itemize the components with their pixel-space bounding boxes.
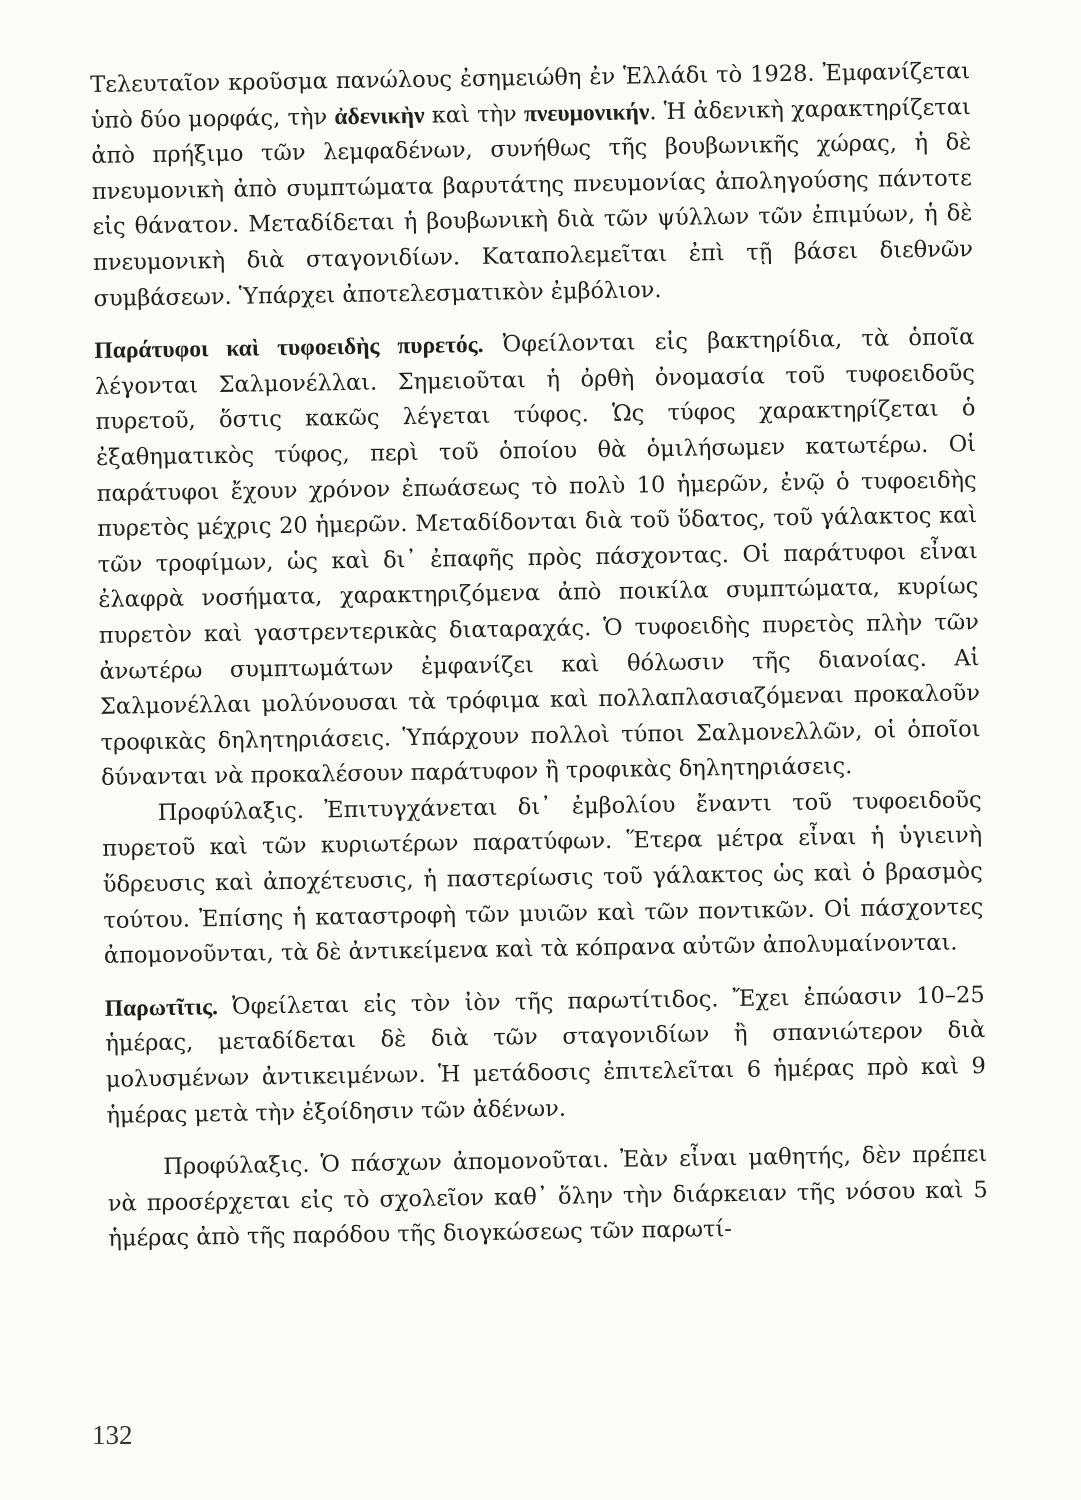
paragraph <box>101 783 984 975</box>
text-run: Προφύλαξις. Ὁ πάσχων ἀπομονοῦται. Ἐὰν εἶναι μαθητής, δὲν πρέπει νὰ προσέρχεται εἰς τὸ σχολεῖον καθ᾽ ὅλην τὴν διάρκειαν τῆς νόσου καὶ 5 ἡμέρας ἀπὸ τῆς παρόδου τῆς διογκώσεως τῶν παρωτί- <box>107 1141 988 1253</box>
paragraph <box>94 320 981 796</box>
text-run: . Ἡ ἀδενικὴ χαρακτηρίζεται ἀπὸ πρήξιμο τῶν λεμφαδένων, συνήθως τῆς βουβωνικῆς χώρας, ἡ δὲ πνευμονικὴ ἀπὸ συμπτώματα βαρυτάτης πνευμονίας ἀποληγούσης πάντοτε εἰς θάνατον. Μεταδίδεται ἡ βουβωνικὴ διὰ τῶν ψύλλων τῶν ἐπιμύων, ἡ δὲ πνευμονικὴ διὰ σταγονιδίων. Καταπολεμεῖται ἐπὶ τῇ βάσει διεθνῶν συμβάσεων. Ὑπάρχει ἀποτελεσματικὸν ἐμβόλιον. <box>91 93 974 312</box>
text-run: Προφύλαξις. Ἐπιτυγχάνεται δι᾽ ἐμβολίου ἔναντι τοῦ τυφοειδοῦς πυρετοῦ καὶ τῶν κυριωτέρων παρατύφων. Ἕτερα μέτρα εἶναι ἡ ὑγιεινὴ ὕδρευσις καὶ ἀποχέτευσις, ἡ παστερίωσις τοῦ γάλακτος ὡς καὶ ὁ βρασμὸς τούτου. Ἐπίσης ἡ καταστροφὴ τῶν μυιῶν καὶ τῶν ποντικῶν. Οἱ πάσχοντες ἀπομονοῦνται, τὰ δὲ ἀντικείμενα καὶ τὰ κόπρανα αὐτῶν ἀπολυμαίνονται. <box>102 786 984 970</box>
paragraph <box>105 978 987 1134</box>
text-run: καὶ τὴν <box>424 100 525 129</box>
text-run: Ὀφείλεται εἰς τὸν ἰὸν τῆς παρωτίτιδος. Ἔχει ἐπώασιν 10–25 ἡμέρας, μεταδίδεται δὲ διὰ τῶν σταγονιδίων ἢ σπανιώτερον διὰ μολυσμένων ἀντικειμένων. Ἡ μετάδοσις ἐπιτελεῖται 6 ἡμέρας πρὸ καὶ 9 ἡμέρας μετὰ τὴν ἐξοίδησιν τῶν ἀδένων. <box>105 981 986 1129</box>
text-run: Τελευταῖον κροῦσμα πανώλους ἐσημειώθη ἐν Ἑλλάδι τὸ 1928. Ἐμφανίζεται ὑπὸ δύο μορφάς, τὴν <box>90 58 971 134</box>
bold-term: πνευμονικήν <box>523 98 650 127</box>
body-text <box>90 54 989 1258</box>
text-run: Ὀφείλονται εἰς βακτηρίδια, τὰ ὁποῖα λέγονται Σαλμονέλλαι. Σημειοῦται ἡ ὀρθὴ ὀνομασία τοῦ τυφοειδοῦς πυρετοῦ, ὅστις κακῶς λέγεται τύφος. Ὡς τύφος χαρακτηρίζεται ὁ ἐξαθηματικὸς τύφος, περὶ τοῦ ὁποίου θὰ ὁμιλήσωμεν κατωτέρω. Οἱ παράτυφοι ἔχουν χρόνον ἐπωάσεως τὸ πολὺ 10 ἡμερῶν, ἐνῷ ὁ τυφοειδὴς πυρετὸς μέχρις 20 ἡμερῶν. Μεταδίδονται διὰ τοῦ ὕδατος, τοῦ γάλακτος καὶ τῶν τροφίμων, ὡς καὶ δι᾽ ἐπαφῆς πρὸς πάσχοντας. Οἱ παράτυφοι εἶναι ἐλαφρὰ νοσήματα, χαρακτηριζόμενα ἀπὸ ποικίλα συμπτώματα, κυρίως πυρετὸν καὶ γαστρεντερικὰς διαταραχάς. Ὁ τυφοειδὴς πυρετὸς πλὴν τῶν ἀνωτέρω συμπτωμάτων ἐμφανίζει καὶ θόλωσιν τῆς διανοίας. Αἱ Σαλμονέλλαι μολύνουσαι τὰ τρόφιμα καὶ πολλαπλασιαζόμεναι προκαλοῦν τροφικὰς δηλητηριάσεις. Ὑπάρχουν πολλοὶ τύποι Σαλμονελλῶν, οἱ ὁποῖοι δύνανται νὰ προκαλέσουν παράτυφον ἢ τροφικὰς δηλητηριάσεις. <box>94 324 981 792</box>
bold-term: Παράτυφοι καὶ τυφοειδὴς πυρετός. <box>94 332 484 365</box>
paragraph <box>107 1137 989 1258</box>
paragraph <box>90 54 974 317</box>
page-number: 132 <box>92 1420 133 1450</box>
bold-term: Παρωτῖτις. <box>104 993 219 1022</box>
bold-term: ἀδενικὴν <box>334 102 425 130</box>
